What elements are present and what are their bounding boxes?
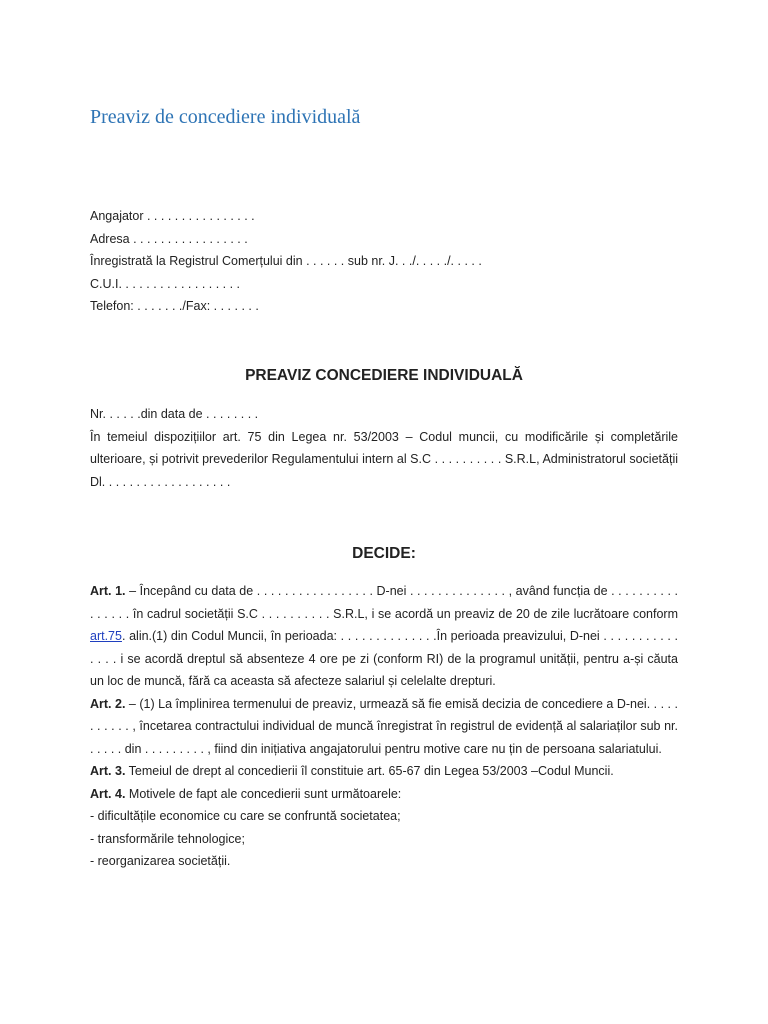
registry-line: Înregistrată la Registrul Comerțului din . . . . . . sub nr. J. . ./. . . . ./. . . . . (90, 254, 482, 268)
article-3-label: Art. 3. (90, 764, 126, 778)
number-date-line: Nr. . . . . .din data de . . . . . . . . (90, 407, 259, 421)
article-2 (90, 693, 678, 761)
article-4 (90, 783, 678, 806)
notice-heading: PREAVIZ CONCEDIERE INDIVIDUALĂ (245, 367, 523, 384)
list-item: - transformările tehnologice; (90, 831, 245, 846)
decide-heading: DECIDE: (352, 545, 416, 562)
intro-section (90, 403, 678, 493)
phone-fax-line: Telefon: . . . . . . ./Fax: . . . . . . . (90, 299, 259, 313)
article-1-text-b: . alin.(1) din Codul Muncii, în perioada: . . . . . . . . . . . . . .În perioada preavizului, D-nei . . . . . . . . . . . . . . . i se acordă dreptul să absenteze 4 ore pe zi (conform RI) de la programul unității, pentru a-și căuta un loc de muncă, fără ca aceasta să afecteze salariul și celelalte drepturi. (90, 629, 678, 688)
employer-line: Angajator . . . . . . . . . . . . . . . . (90, 209, 255, 223)
articles-section (90, 580, 678, 873)
article-3 (90, 760, 678, 783)
article-1 (90, 580, 678, 693)
article-4-text: Motivele de fapt ale concedierii sunt următoarele: (125, 786, 402, 801)
address-line: Adresa . . . . . . . . . . . . . . . . . (90, 231, 248, 246)
art75-link[interactable]: art.75 (90, 629, 122, 643)
article-3-text: Temeiul de drept al concedierii îl constituie art. 65-67 din Legea 53/2003 –Codul Muncii. (125, 764, 614, 778)
article-2-text: – (1) La împlinirea termenului de preaviz, urmează să fie emisă decizia de concediere a D-nei. . . . . . . . . . . , încetarea contractului individual de muncă înregistrat în registrul de evidență al salariaților sub nr. . . . . . din . . . . . . . . . , fiind din inițiativa angajatorului pentru motive care nu țin de persoana salariatului. (90, 696, 678, 756)
list-item: - reorganizarea societății. (90, 854, 231, 868)
document-title: Preaviz de concediere individuală (90, 106, 361, 128)
article-4-label: Art. 4. (90, 786, 126, 801)
article-1-text-a: – Începând cu data de . . . . . . . . . . . . . . . . . D-nei . . . . . . . . . . . . . . , având funcția de . . . . . . . . . . . . . . . . în cadrul societății S.C . . . . . . . . . . S.R.L, i se acordă un preaviz de 20 de zile lucrătoare conform (90, 584, 678, 621)
article-2-label: Art. 2. (90, 696, 126, 711)
cui-line: C.U.I. . . . . . . . . . . . . . . . . . (90, 276, 241, 291)
article-1-label: Art. 1. (90, 584, 126, 598)
company-details (90, 205, 690, 318)
legal-basis-paragraph: În temeiul dispozițiilor art. 75 din Legea nr. 53/2003 – Codul muncii, cu modificările și completările ulterioare, și potrivit prevederilor Regulamentului intern al S.C . . . . . . . . . . S.R.L, Administratorul societății Dl. . . . . . . . . . . . . . . . . . . (90, 429, 678, 489)
reasons-list (90, 805, 678, 873)
list-item: - dificultățile economice cu care se confruntă societatea; (90, 809, 401, 823)
